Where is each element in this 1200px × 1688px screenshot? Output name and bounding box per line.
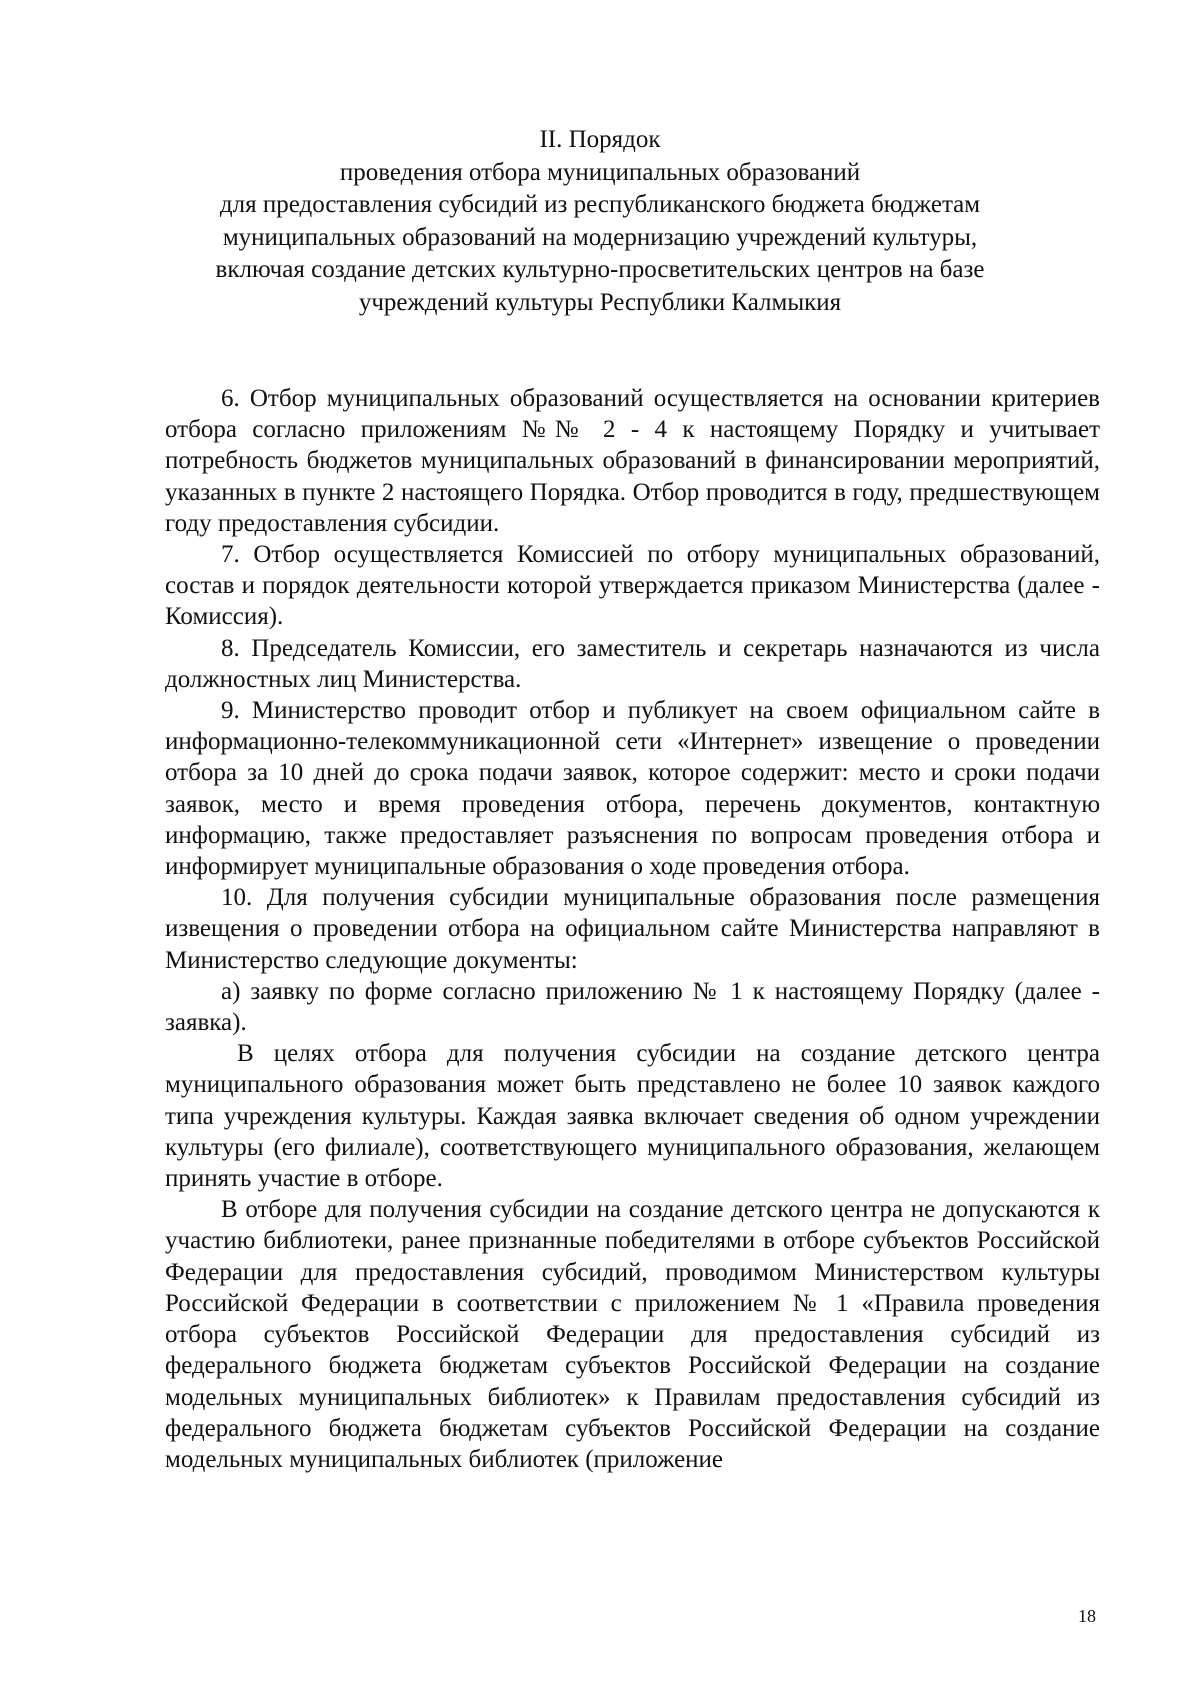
section-heading [140, 124, 1060, 319]
paragraph-10a: а) заявку по форме согласно приложению № 1 к настоящему Порядку (далее - заявка). [165, 977, 1100, 1037]
paragraph-selection-goals: В целях отбора для получения субсидии на создание детского центра муниципального образования может быть представлено не более 10 заявок каждого типа учреждения культуры. Каждая заявка включает сведения об одном учреждении культуры (его филиале), соответствующего муниципального образования, желающем принять участие в отборе. [165, 1040, 1100, 1193]
paragraph-7: 7. Отбор осуществляется Комиссией по отбору муниципальных образований, состав и порядок деятельности которой утверждается приказом Министерства (далее - Комиссия). [165, 541, 1100, 631]
section-subtitle-line: включая создание детских культурно-просветительских центров на базе [215, 256, 985, 283]
section-subtitle-line: муниципальных образований на модернизацию учреждений культуры, [222, 223, 978, 251]
section-title: II. Порядок [539, 126, 661, 153]
section-subtitle-line: для предоставления субсидий из республиканского бюджета бюджетам [219, 191, 981, 218]
section-subtitle-line: учреждений культуры Республики Калмыкия [358, 288, 842, 316]
paragraph-selection-exclusion: В отборе для получения субсидии на создание детского центра не допускаются к участию библиотеки, ранее признанные победителями в отборе субъектов Российской Федерации для предоставления субсидий, проводимом Министерством культуры Российской Федерации в соответствии с приложением № 1 «Правила проведения отбора субъектов Российской Федерации для предоставления субсидий из федерального бюджета бюджетам субъектов Российской Федерации на создание модельных муниципальных библиотек» к Правилам предоставления субсидий из федерального бюджета бюджетам субъектов Российской Федерации на создание модельных муниципальных библиотек (приложение [165, 1196, 1100, 1473]
page-number: 18 [1078, 1606, 1096, 1626]
paragraph-8: 8. Председатель Комиссии, его заместитель и секретарь назначаются из числа должностных лиц Министерства. [165, 634, 1100, 693]
paragraph-10: 10. Для получения субсидии муниципальные образования после размещения извещения о проведении отбора на официальном сайте Министерства направляют в Министерство следующие документы: [165, 884, 1100, 974]
paragraph-9: 9. Министерство проводит отбор и публикует на своем официальном сайте в информационно-телекоммуникационной сети «Интернет» извещение о проведении отбора за 10 дней до срока подачи заявок, которое содержит: место и сроки подачи заявок, место и время проведения отбора, перечень документов, контактную информацию, также предоставляет разъяснения по вопросам проведения отбора и информирует муниципальные образования о ходе проведения отбора. [165, 697, 1100, 881]
document-body [165, 383, 1100, 1475]
section-subtitle-line: проведения отбора муниципальных образований [339, 158, 861, 186]
paragraph-6: 6. Отбор муниципальных образований осуществляется на основании критериев отбора согласно приложениям №№ 2 - 4 к настоящему Порядку и учитывает потребность бюджетов муниципальных образований в финансировании мероприятий, указанных в пункте 2 настоящего Порядка. Отбор проводится в году, предшествующем году предоставления субсидии. [165, 385, 1100, 537]
